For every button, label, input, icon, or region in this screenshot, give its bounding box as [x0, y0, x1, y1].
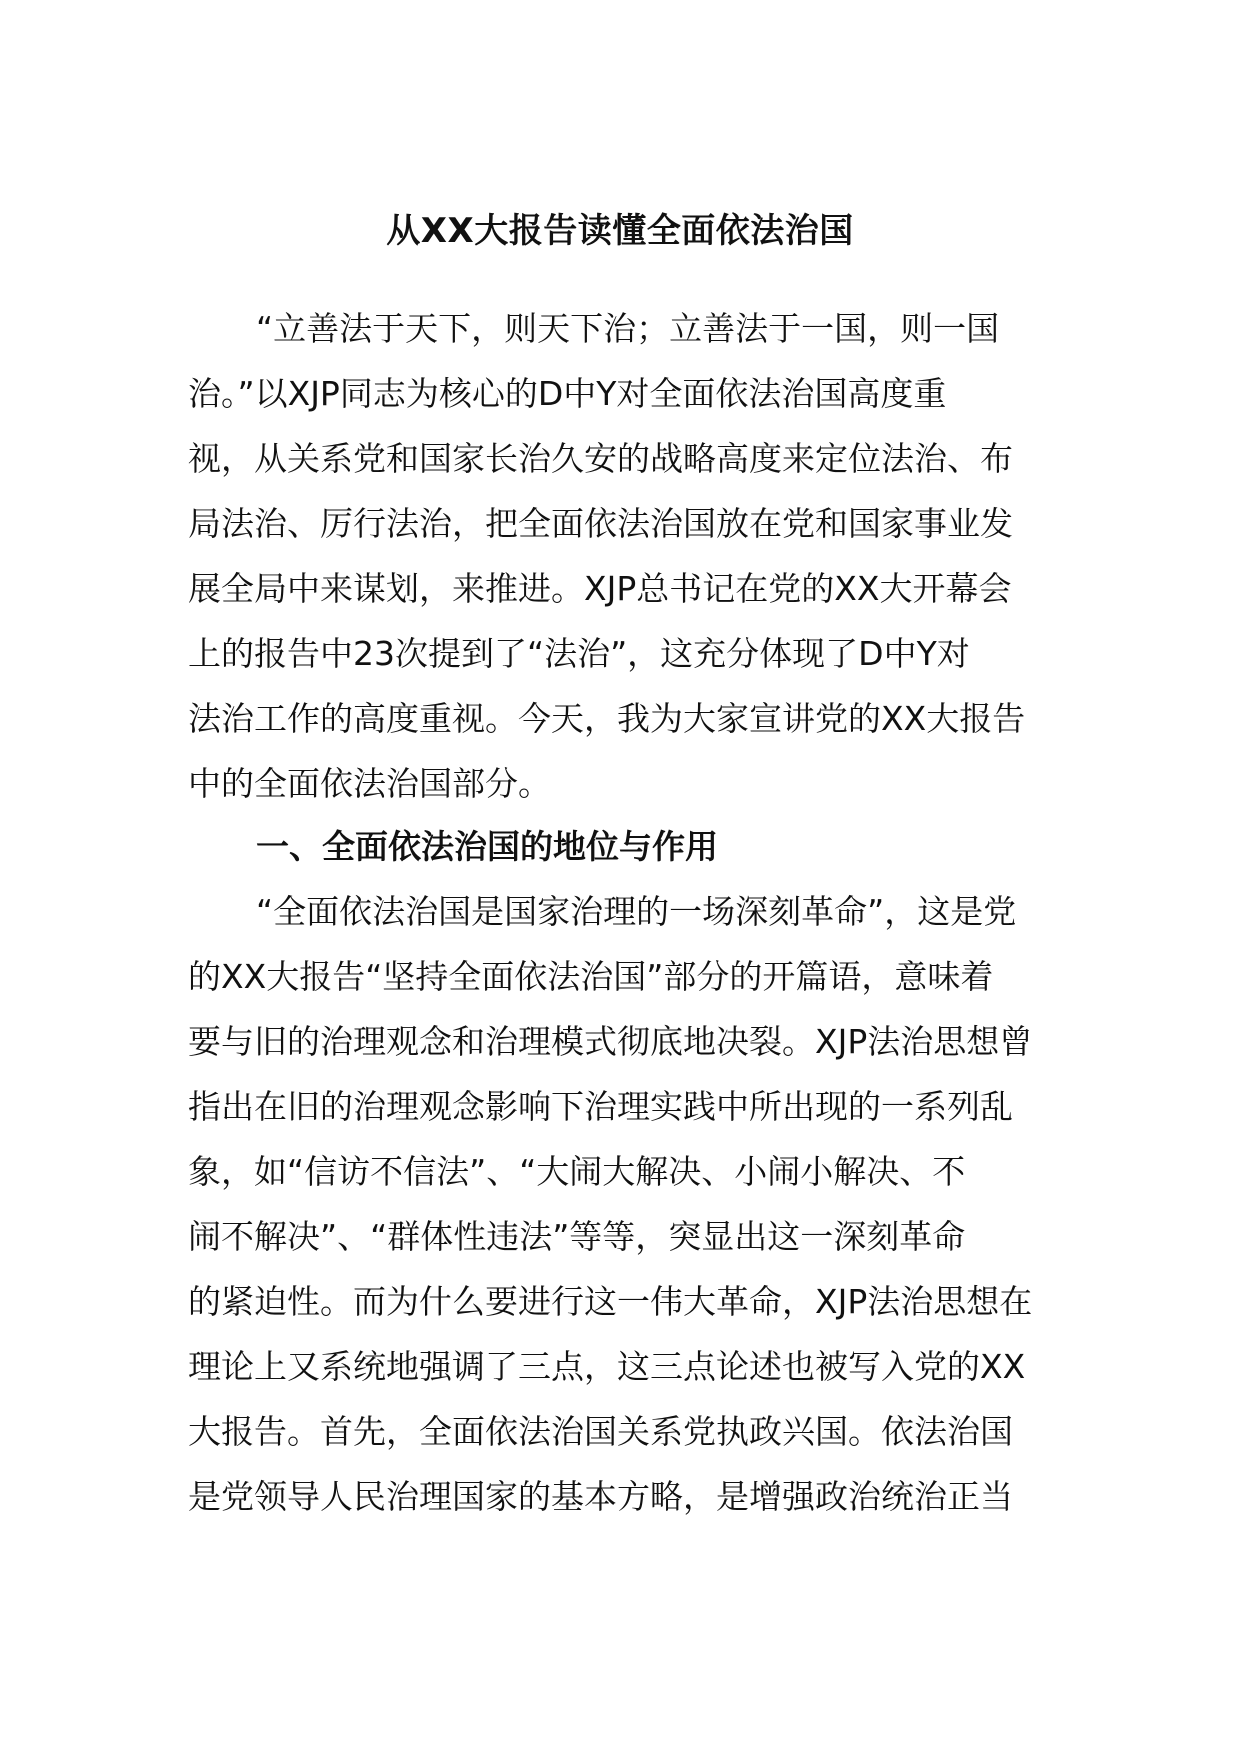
paragraph-line: 视，从关系党和国家长治久安的战略高度来定位法治、布 — [188, 439, 1013, 478]
paragraph-line: 闹不解决”、“群体性违法”等等，突显出这一深刻革命 — [188, 1217, 966, 1256]
paragraph-line: 大报告。首先，全面依法治国关系党执政兴国。依法治国 — [188, 1412, 1013, 1451]
paragraph-line: 指出在旧的治理观念影响下治理实践中所出现的一系列乱 — [188, 1087, 1013, 1126]
paragraph-line: 局法治、厉行法治，把全面依法治国放在党和国家事业发 — [188, 504, 1013, 543]
paragraph-line: 治。”以XJP同志为核心的D中Y对全面依法治国高度重 — [188, 374, 947, 413]
paragraph-line: “全面依法治国是国家治理的一场深刻革命”，这是党 — [256, 892, 1017, 931]
paragraph-line: 的紧迫性。而为什么要进行这一伟大革命，XJP法治思想在 — [188, 1282, 1033, 1321]
paragraph-line: 理论上又系统地强调了三点，这三点论述也被写入党的XX — [188, 1347, 1026, 1386]
document-title: 从XX大报告读懂全面依法治国 — [386, 211, 854, 251]
paragraph-section-one — [188, 879, 1052, 1529]
paragraph-line: 是党领导人民治理国家的基本方略，是增强政治统治正当 — [188, 1477, 1013, 1516]
paragraph-line: 法治工作的高度重视。今天，我为大家宣讲党的XX大报告 — [188, 699, 1026, 738]
paragraph-line: 的XX大报告“坚持全面依法治国”部分的开篇语，意味着 — [188, 957, 994, 996]
paragraph-line: 要与旧的治理观念和治理模式彻底地决裂。XJP法治思想曾 — [188, 1022, 1033, 1061]
paragraph-intro — [188, 296, 1052, 816]
paragraph-line: 展全局中来谋划，来推进。XJP总书记在党的XX大开幕会 — [188, 569, 1012, 608]
paragraph-line: 象，如“信访不信法”、“大闹大解决、小闹小解决、不 — [188, 1152, 966, 1191]
paragraph-line: 中的全面依法治国部分。 — [188, 764, 551, 803]
paragraph-line: 上的报告中23次提到了“法治”，这充分体现了D中Y对 — [188, 634, 970, 673]
paragraph-line: “立善法于天下，则天下治；立善法于一国，则一国 — [256, 309, 1000, 348]
section-heading: 一、全面依法治国的地位与作用 — [256, 827, 718, 866]
